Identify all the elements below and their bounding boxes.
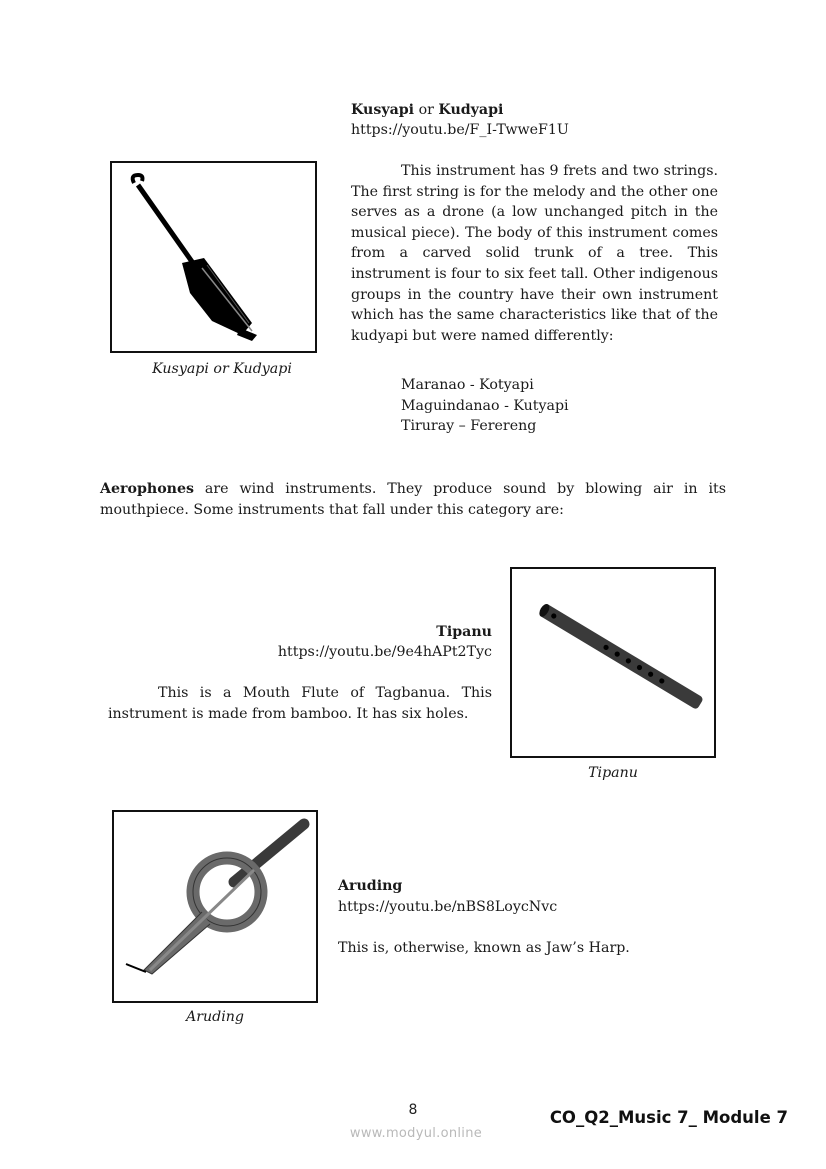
aruding-jaws-harp-icon bbox=[114, 812, 316, 1001]
variant-item: Maguindanao - Kutyapi bbox=[401, 397, 569, 414]
watermark: www.modyul.online bbox=[349, 1126, 483, 1141]
kusyapi-variants-list bbox=[401, 375, 661, 437]
kusyapi-image bbox=[110, 161, 317, 353]
aruding-image-caption: Aruding bbox=[185, 1009, 244, 1025]
module-code: CO_Q2_Music 7_ Module 7 bbox=[549, 1108, 788, 1127]
variant-item: Tiruray – Ferereng bbox=[401, 418, 537, 435]
kudyapi-title: Kudyapi bbox=[438, 102, 504, 118]
kusyapi-title: Kusyapi bbox=[351, 102, 415, 118]
kusyapi-title-connector: or bbox=[414, 102, 439, 118]
kusyapi-description: This instrument has 9 frets and two strings. The first string is for the melody and the other one serves as a drone (a low unchanged pitch in the musical piece). The body of this instrument comes from a carved solid trunk of a tree. This instrument is four to six feet tall. Other indigenous groups in the country have their own instrument which has the same characteristics like that of the kudyapi but were named differently: bbox=[351, 163, 718, 344]
kusyapi-image-caption: Kusyapi or Kudyapi bbox=[152, 361, 292, 377]
kudyapi-instrument-icon bbox=[112, 163, 315, 351]
aruding-description: This is, otherwise, known as Jaw’s Harp. bbox=[338, 940, 630, 956]
aerophones-term: Aerophones bbox=[100, 481, 194, 497]
kusyapi-video-link[interactable]: https://youtu.be/F_I-TwweF1U bbox=[351, 122, 569, 138]
aruding-video-link[interactable]: https://youtu.be/nBS8LoycNvc bbox=[338, 899, 558, 915]
kusyapi-heading bbox=[351, 100, 731, 121]
tipanu-image bbox=[510, 567, 716, 758]
tipanu-flute-icon bbox=[512, 569, 714, 756]
aerophones-intro bbox=[100, 479, 726, 520]
tipanu-image-caption: Tipanu bbox=[588, 765, 638, 781]
aruding-title: Aruding bbox=[338, 878, 403, 894]
aerophones-definition: are wind instruments. They produce sound by blowing air in its mouthpiece. Some instruments that fall under this category are: bbox=[100, 481, 726, 518]
aruding-image bbox=[112, 810, 318, 1003]
variant-item: Maranao - Kotyapi bbox=[401, 377, 534, 393]
tipanu-title: Tipanu bbox=[436, 624, 492, 640]
tipanu-description: This is a Mouth Flute of Tagbanua. This instrument is made from bamboo. It has six holes. bbox=[108, 685, 492, 722]
tipanu-video-link[interactable]: https://youtu.be/9e4hAPt2Tyc bbox=[277, 644, 492, 660]
page-number: 8 bbox=[408, 1102, 418, 1118]
